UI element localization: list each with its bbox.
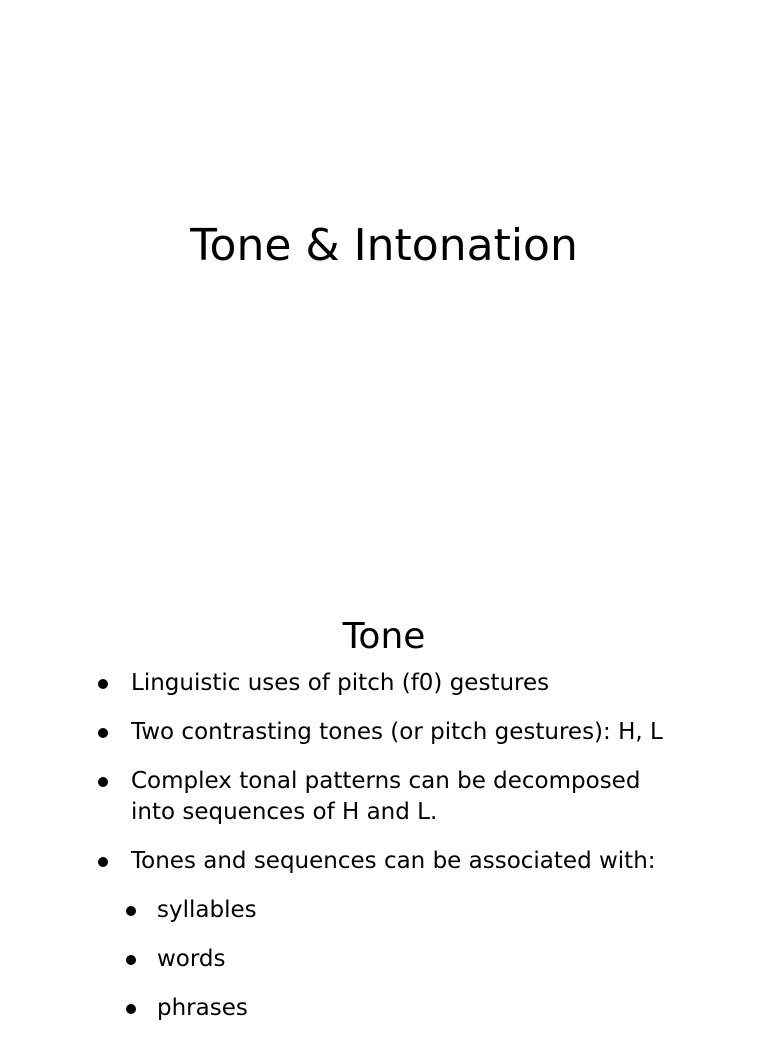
bullet-dot-icon (126, 906, 136, 916)
title-slide (0, 0, 768, 512)
bullet-dot-icon (98, 857, 108, 867)
bullet-item (0, 846, 768, 877)
bullet-item (0, 717, 768, 748)
sub-bullet-item (0, 993, 768, 1024)
bullet-dot-icon (126, 955, 136, 965)
bullet-text: Tones and sequences can be associated with: (131, 848, 656, 874)
bullet-dot-icon (126, 1004, 136, 1014)
bullet-text: Complex tonal patterns can be decomposed into sequences of H and L. (131, 768, 641, 825)
sub-bullet-text: syllables (157, 897, 257, 923)
sub-bullet-text: words (157, 946, 226, 972)
slide-title: Tone & Intonation (190, 220, 578, 271)
sub-bullet-item (0, 895, 768, 926)
content-slide (0, 512, 768, 1024)
bullet-text: Two contrasting tones (or pitch gestures): H, L (131, 719, 663, 745)
bullet-item (0, 766, 768, 828)
bullet-text: Linguistic uses of pitch (f0) gestures (131, 670, 550, 696)
slide-heading: Tone (342, 616, 426, 657)
bullet-item (0, 668, 768, 699)
sub-bullet-item (0, 944, 768, 975)
bullet-dot-icon (98, 777, 108, 787)
bullet-list (0, 668, 768, 1042)
bullet-dot-icon (98, 679, 108, 689)
bullet-dot-icon (98, 728, 108, 738)
sub-bullet-text: phrases (157, 995, 248, 1021)
